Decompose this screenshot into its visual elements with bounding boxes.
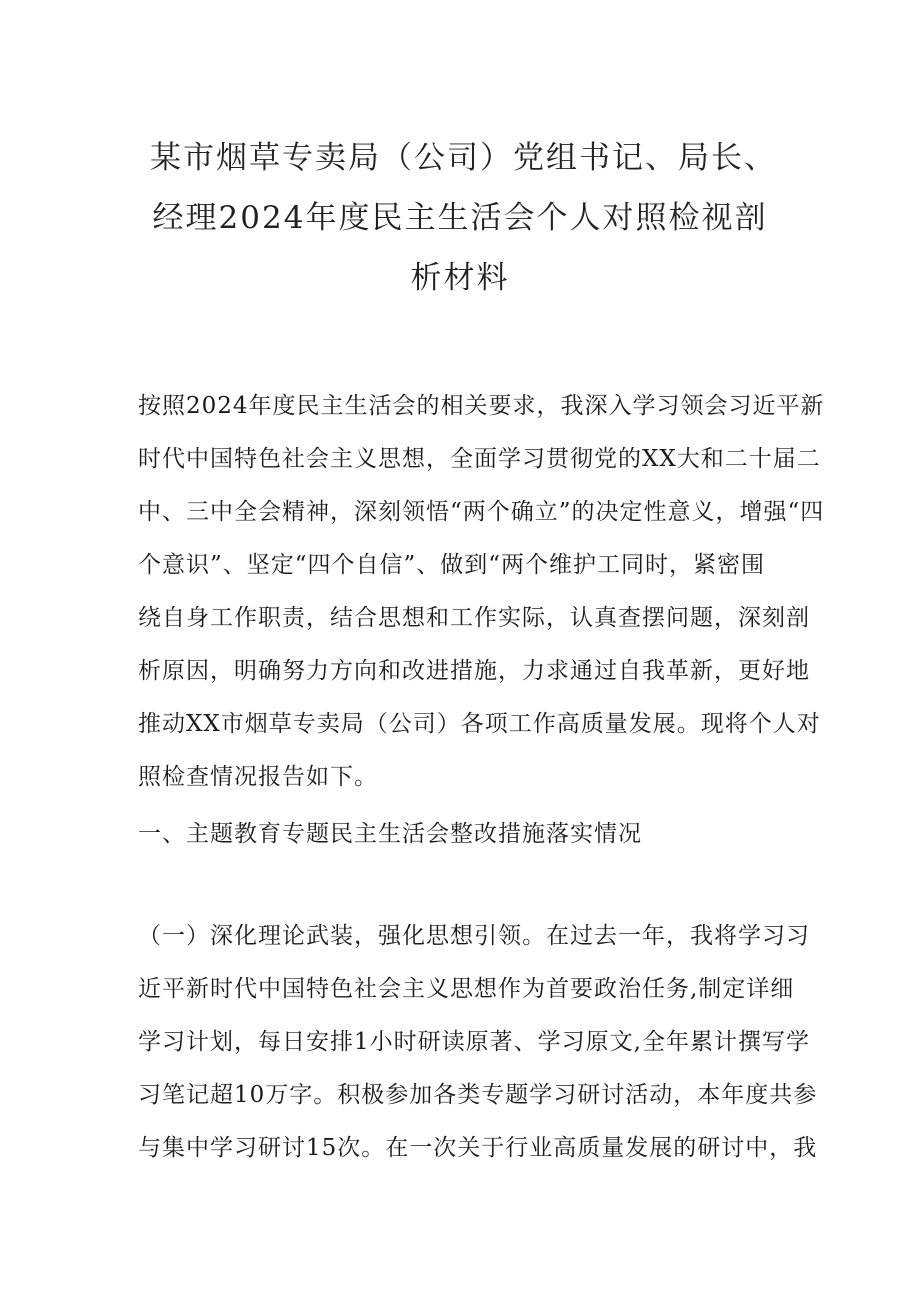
title-line: 经理2024年度民主生活会个人对照检视剖 — [152, 200, 768, 236]
text-line: （一）深化理论武装，强化思想引领。在过去一年，我将学习习 — [138, 923, 810, 949]
text-line: 照检查情况报告如下。 — [138, 764, 378, 790]
text-line: 学习计划，每日安排1小时研读原著、学习原文,全年累计撰写学 — [138, 1029, 810, 1055]
document-title — [150, 128, 777, 308]
text-line: 时代中国特色社会主义思想，全面学习贯彻党的XX大和二十届二 — [138, 446, 821, 472]
text-line: 推动XX市烟草专卖局（公司）各项工作高质量发展。现将个人对 — [138, 711, 821, 737]
title-line: 析材料 — [410, 260, 510, 296]
text-line: 按照2024年度民主生活会的相关要求，我深入学习领会习近平新 — [138, 393, 825, 419]
intro-paragraph — [138, 380, 825, 804]
text-line: 中、三中全会精神，深刻领悟“两个确立”的决定性意义，增强“四 — [138, 499, 825, 525]
title-line: 某市烟草专卖局（公司）党组书记、局长、 — [150, 140, 777, 176]
text-line: 析原因，明确努力方向和改进措施，力求通过自我革新，更好地 — [138, 658, 810, 684]
text-line: 个意识”、坚定“四个自信”、做到“两个维护工同时，紧密围 — [138, 552, 766, 578]
text-line: 绕自身工作职责，结合思想和工作实际，认真查摆问题，深刻剖 — [138, 605, 810, 631]
section-heading-text: 一、主题教育专题民主生活会整改措施落实情况 — [138, 821, 642, 847]
section-heading — [138, 808, 798, 861]
text-line: 与集中学习研讨15次。在一次关于行业高质量发展的研讨中，我 — [138, 1135, 818, 1161]
text-line: 习笔记超10万字。积极参加各类专题学习研讨活动，本年度共参 — [138, 1082, 818, 1108]
text-line: 近平新时代中国特色社会主义思想作为首要政治任务,制定详细 — [138, 976, 795, 1002]
subsection-paragraph — [138, 910, 818, 1175]
